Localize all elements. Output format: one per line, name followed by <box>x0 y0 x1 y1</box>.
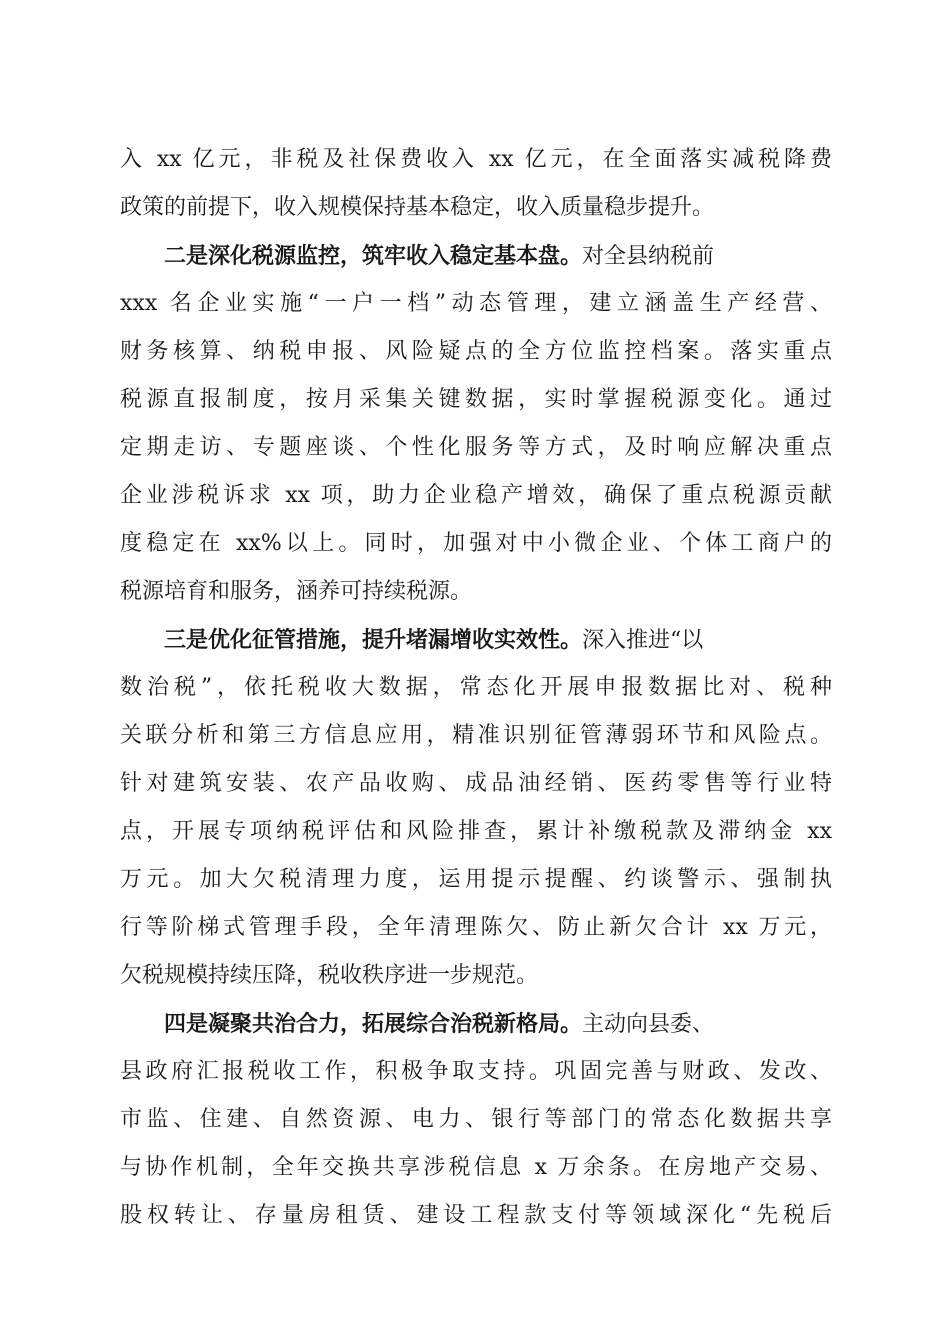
paragraph-3-first-line <box>164 618 703 663</box>
paragraph-2-line: 财务核算、纳税申报、风险疑点的全方位监控档案。落实重点 <box>120 339 832 364</box>
paragraph-1-line-1: 入 xx 亿元，非税及社保费收入 xx 亿元，在全面落实减税降费 <box>120 147 832 172</box>
paragraph-4-line: 市监、住建、自然资源、电力、银行等部门的常态化数据共享 <box>120 1107 832 1132</box>
paragraph-2-line: 企业涉税诉求 xx 项，助力企业稳产增效，确保了重点税源贡献 <box>120 483 832 508</box>
paragraph-3-line: 关联分析和第三方信息应用，精准识别征管薄弱环节和风险点。 <box>120 723 832 748</box>
paragraph-2-line: 税源直报制度，按月采集关键数据，实时掌握税源变化。通过 <box>120 387 832 412</box>
paragraph-3-line: 数治税”，依托税收大数据，常态化开展申报数据比对、税种 <box>120 675 832 700</box>
paragraph-2-line: 度稳定在 xx%以上。同时，加强对中小微企业、个体工商户的 <box>120 531 832 556</box>
paragraph-3-line: 针对建筑安装、农产品收购、成品油经销、医药零售等行业特 <box>120 771 832 796</box>
paragraph-3-first-rest: 深入推进“以 <box>582 628 704 653</box>
paragraph-1-line-2: 政策的前提下，收入规模保持基本稳定，收入质量稳步提升。 <box>120 195 715 220</box>
paragraph-3-line: 点，开展专项纳税评估和风险排查，累计补缴税款及滞纳金 xx <box>120 819 832 844</box>
paragraph-3-line: 行等阶梯式管理手段，全年清理陈欠、防止新欠合计 xx 万元， <box>120 915 832 940</box>
paragraph-2-first-rest: 对全县纳税前 <box>582 244 715 269</box>
paragraph-4-heading: 四是凝聚共治合力，拓展综合治税新格局。 <box>164 1011 583 1037</box>
paragraph-3-heading: 三是优化征管措施，提升堵漏增收实效性。 <box>164 627 583 653</box>
paragraph-2-line: 定期走访、专题座谈、个性化服务等方式，及时响应解决重点 <box>120 435 832 460</box>
paragraph-4-first-rest: 主动向县委、 <box>582 1012 715 1037</box>
paragraph-2-line: 税源培育和服务，涵养可持续税源。 <box>120 579 473 604</box>
paragraph-4-first-line <box>164 1002 714 1047</box>
paragraph-2-line: xxx 名企业实施“一户一档”动态管理，建立涵盖生产经营、 <box>120 291 832 316</box>
paragraph-4-line: 县政府汇报税收工作，积极争取支持。巩固完善与财政、发改、 <box>120 1059 832 1084</box>
paragraph-4-line: 与协作机制，全年交换共享涉税信息 x 万余条。在房地产交易、 <box>120 1155 832 1180</box>
paragraph-2-heading: 二是深化税源监控，筑牢收入稳定基本盘。 <box>164 243 583 269</box>
paragraph-3-line: 万元。加大欠税清理力度，运用提示提醒、约谈警示、强制执 <box>120 867 832 892</box>
paragraph-2-first-line <box>164 234 714 279</box>
paragraph-4-line: 股权转让、存量房租赁、建设工程款支付等领域深化“先税后 <box>120 1203 832 1228</box>
paragraph-3-line: 欠税规模持续压降，税收秩序进一步规范。 <box>120 963 539 988</box>
